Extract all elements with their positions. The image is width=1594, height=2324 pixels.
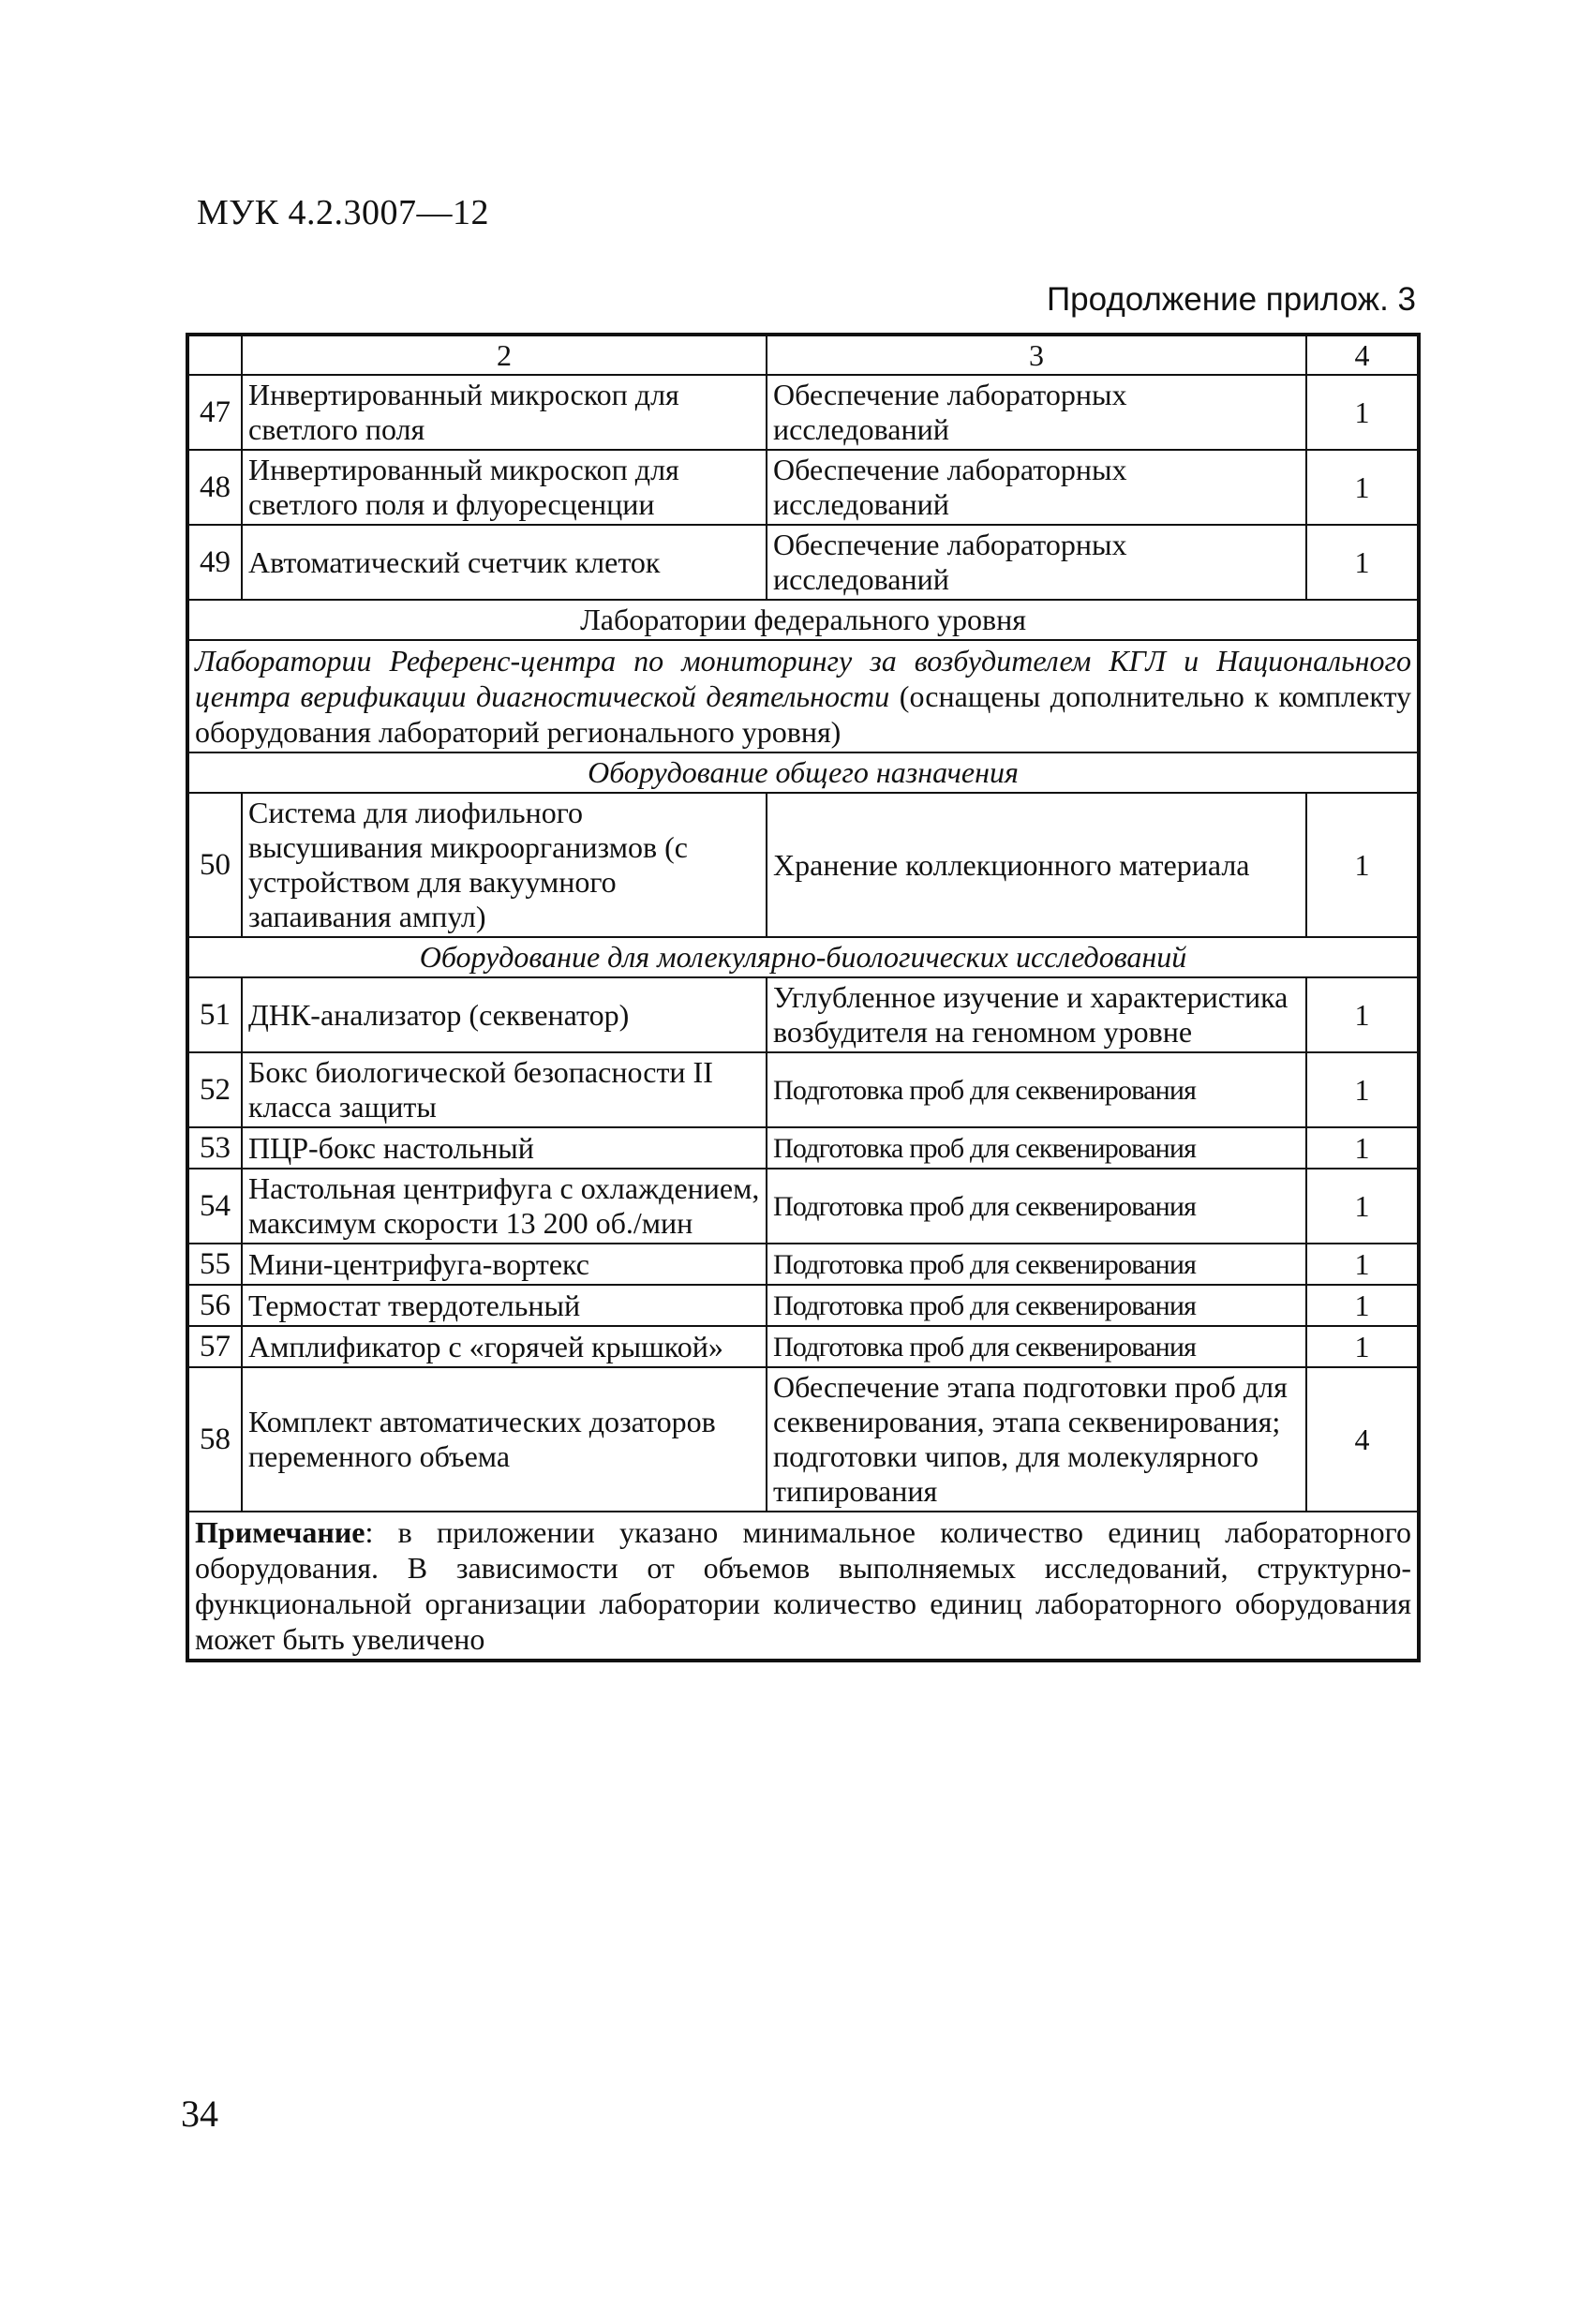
equipment-quantity: 1 <box>1306 375 1419 450</box>
equipment-purpose <box>767 1244 1306 1285</box>
section-heading-general-equipment: Оборудование общего назначения <box>187 752 1419 793</box>
reference-center-title: Лаборатории Референс-центра по мониторингу за возбудителем КГЛ и Национального центра верификации диагностической деятельности <box>195 644 1411 713</box>
row-number: 50 <box>187 793 242 937</box>
table-row <box>187 1326 1419 1367</box>
equipment-quantity: 1 <box>1306 1127 1419 1169</box>
equipment-purpose-text: Подготовка проб для секвенирования <box>773 1075 1197 1106</box>
table-row <box>187 375 1419 450</box>
table-row <box>187 1052 1419 1127</box>
equipment-quantity: 1 <box>1306 1326 1419 1367</box>
equipment-quantity: 1 <box>1306 1052 1419 1127</box>
equipment-purpose-text: Подготовка проб для секвенирования <box>773 1249 1197 1280</box>
equipment-purpose: Обеспечение лабораторных исследований <box>767 450 1306 525</box>
table-row <box>187 450 1419 525</box>
row-number: 48 <box>187 450 242 525</box>
equipment-table <box>186 333 1421 1662</box>
equipment-purpose: Обеспечение лабораторных исследований <box>767 375 1306 450</box>
section-heading-molecular-equipment: Оборудование для молекулярно-биологических исследований <box>187 937 1419 977</box>
table-row <box>187 1367 1419 1512</box>
note-label: Примечание <box>195 1515 365 1549</box>
equipment-purpose-text: Подготовка проб для секвенирования <box>773 1191 1197 1222</box>
equipment-name: ПЦР-бокс настольный <box>242 1127 767 1169</box>
equipment-name: Инвертированный микроскоп для светлого поля <box>242 375 767 450</box>
section-row <box>187 640 1419 752</box>
equipment-name: Система для лиофильного высушивания микроорганизмов (с устройством для вакуумного запаивания ампул) <box>242 793 767 937</box>
equipment-name: Амплификатор с «горячей крышкой» <box>242 1326 767 1367</box>
section-heading-federal: Лаборатории федерального уровня <box>187 600 1419 640</box>
table-row <box>187 1285 1419 1326</box>
appendix-continuation-label: Продолжение прилож. 3 <box>1047 281 1416 318</box>
row-number: 56 <box>187 1285 242 1326</box>
equipment-purpose <box>767 1285 1306 1326</box>
equipment-quantity: 1 <box>1306 1169 1419 1244</box>
row-number: 51 <box>187 977 242 1052</box>
equipment-purpose-text: Подготовка проб для секвенирования <box>773 1332 1197 1363</box>
section-row <box>187 937 1419 977</box>
row-number: 53 <box>187 1127 242 1169</box>
equipment-quantity: 1 <box>1306 977 1419 1052</box>
row-number: 55 <box>187 1244 242 1285</box>
equipment-quantity: 1 <box>1306 450 1419 525</box>
row-number: 47 <box>187 375 242 450</box>
equipment-name: Мини-центрифуга-вортекс <box>242 1244 767 1285</box>
row-number: 54 <box>187 1169 242 1244</box>
column-number-row <box>187 335 1419 375</box>
equipment-quantity: 1 <box>1306 1285 1419 1326</box>
equipment-purpose: Обеспечение лабораторных исследований <box>767 525 1306 600</box>
section-row <box>187 600 1419 640</box>
equipment-purpose-text: Подготовка проб для секвенирования <box>773 1290 1197 1321</box>
equipment-quantity: 1 <box>1306 525 1419 600</box>
equipment-quantity: 4 <box>1306 1367 1419 1512</box>
table-row <box>187 1169 1419 1244</box>
row-number: 49 <box>187 525 242 600</box>
document-code: МУК 4.2.3007—12 <box>197 193 490 232</box>
equipment-purpose <box>767 1169 1306 1244</box>
equipment-name: ДНК-анализатор (секвенатор) <box>242 977 767 1052</box>
table-row <box>187 1244 1419 1285</box>
equipment-quantity: 1 <box>1306 1244 1419 1285</box>
equipment-name: Бокс биологической безопасности II класса защиты <box>242 1052 767 1127</box>
equipment-name: Настольная центрифуга с охлаждением, максимум скорости 13 200 об./мин <box>242 1169 767 1244</box>
column-number-2: 2 <box>242 335 767 375</box>
equipment-name: Термостат твердотельный <box>242 1285 767 1326</box>
note-text: : в приложении указано минимальное количество единиц лабораторного оборудования. В зависимости от объемов выполняемых исследований, структурно-функциональной организации лаборатории количество единиц лабораторного оборудования может быть увеличено <box>195 1515 1411 1656</box>
column-number-1 <box>187 335 242 375</box>
page-number: 34 <box>181 2093 218 2135</box>
row-number: 57 <box>187 1326 242 1367</box>
equipment-purpose <box>767 1052 1306 1127</box>
equipment-purpose <box>767 1127 1306 1169</box>
reference-center-description <box>187 640 1419 752</box>
table-row <box>187 525 1419 600</box>
table-note <box>187 1512 1419 1661</box>
equipment-purpose: Хранение коллекционного материала <box>767 793 1306 937</box>
table-row <box>187 793 1419 937</box>
section-row <box>187 752 1419 793</box>
column-number-4: 4 <box>1306 335 1419 375</box>
equipment-name: Автоматический счетчик клеток <box>242 525 767 600</box>
equipment-quantity: 1 <box>1306 793 1419 937</box>
equipment-name: Инвертированный микроскоп для светлого поля и флуоресценции <box>242 450 767 525</box>
equipment-purpose-text: Подготовка проб для секвенирования <box>773 1133 1197 1164</box>
equipment-purpose: Обеспечение этапа подготовки проб для секвенирования, этапа секвенирования; подготовки чипов, для молекулярного типирования <box>767 1367 1306 1512</box>
table-row <box>187 1127 1419 1169</box>
reference-center-note: (оснащены дополнительно к комплекту оборудования лабораторий регионального уровня) <box>195 679 1412 749</box>
row-number: 58 <box>187 1367 242 1512</box>
column-number-3: 3 <box>767 335 1306 375</box>
note-row <box>187 1512 1419 1661</box>
equipment-name: Комплект автоматических дозаторов переменного объема <box>242 1367 767 1512</box>
equipment-purpose <box>767 1326 1306 1367</box>
table-row <box>187 977 1419 1052</box>
equipment-purpose: Углубленное изучение и характеристика возбудителя на геномном уровне <box>767 977 1306 1052</box>
row-number: 52 <box>187 1052 242 1127</box>
